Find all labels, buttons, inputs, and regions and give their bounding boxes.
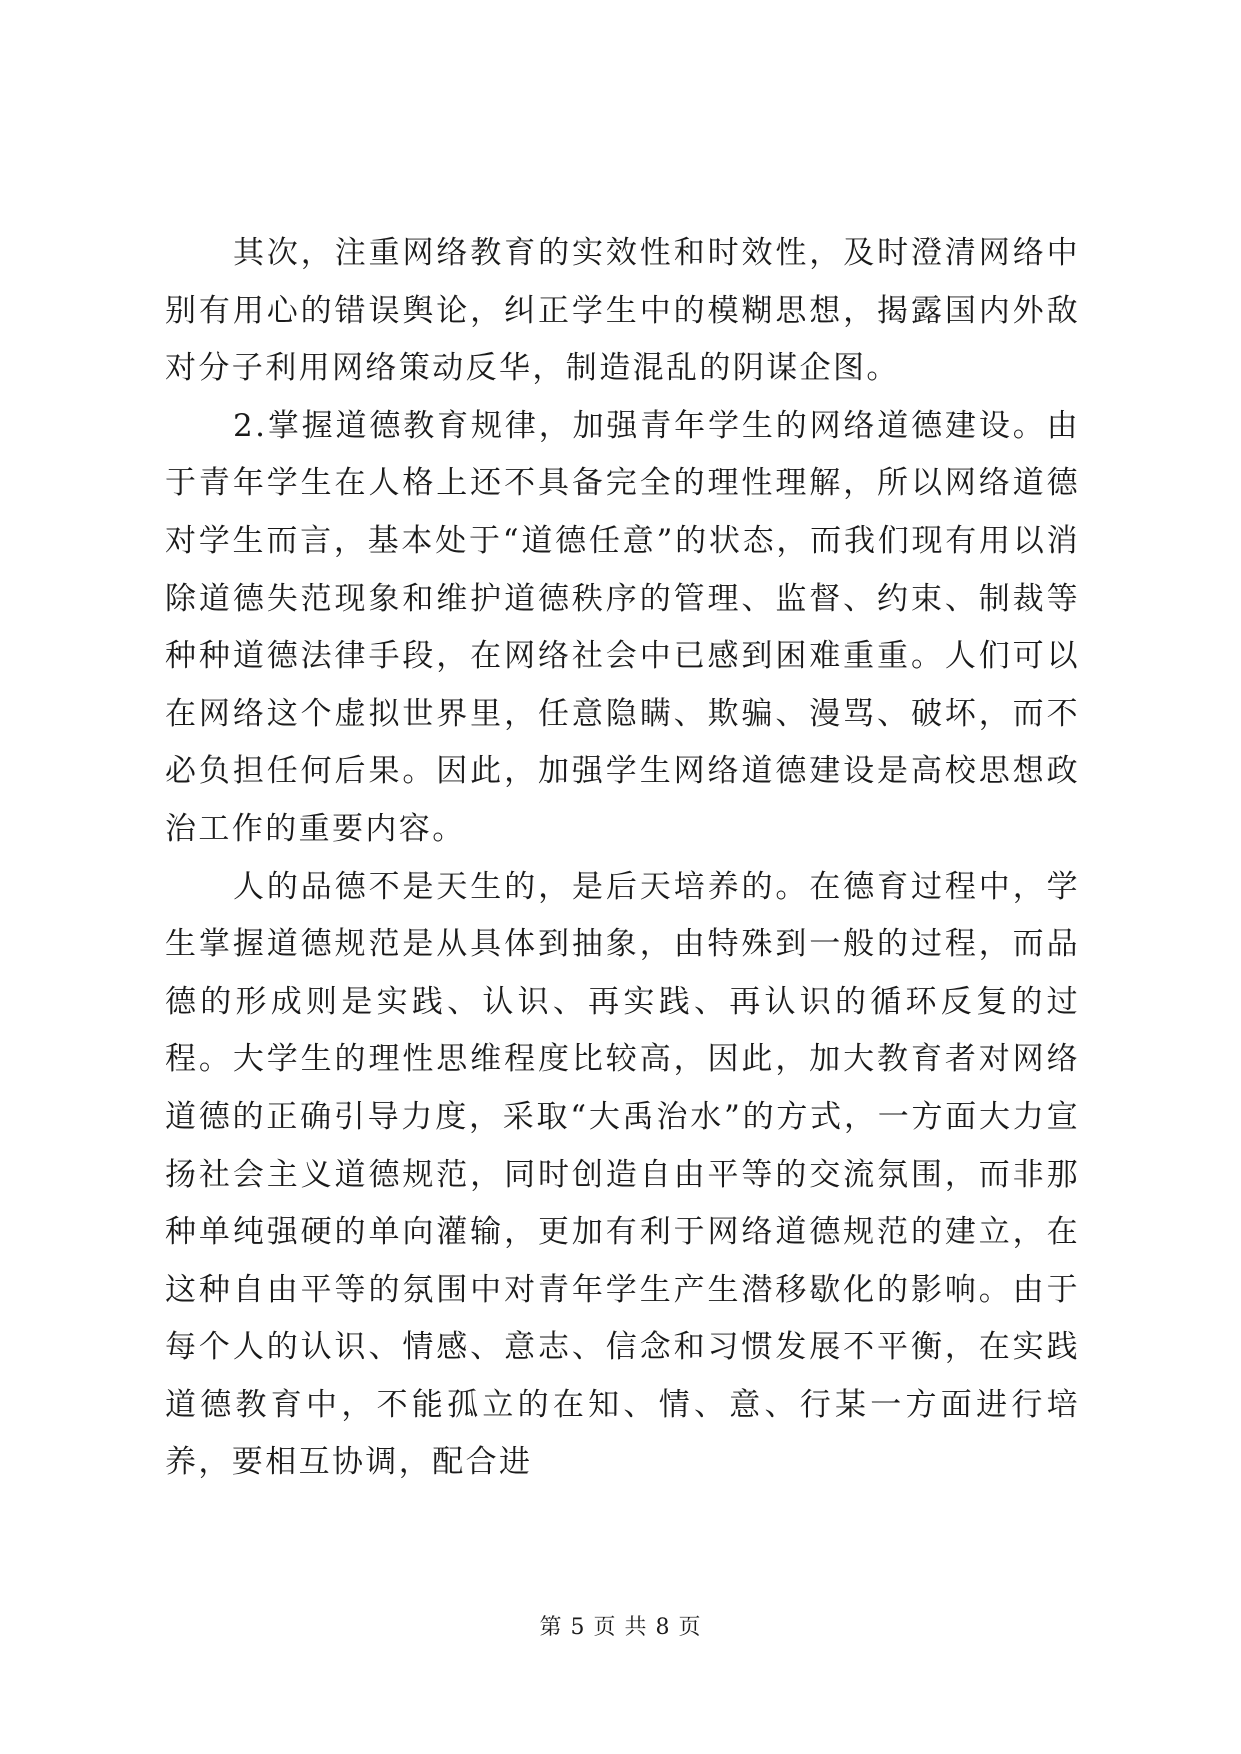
- paragraph-3: 人的品德不是天生的，是后天培养的。在德育过程中，学生掌握道德规范是从具体到抽象，由特殊到一般的过程，而品德的形成则是实践、认识、再实践、再认识的循环反复的过程。大学生的理性思维程度比较高，因此，加大教育者对网络道德的正确引导力度，采取“大禹治水”的方式，一方面大力宣扬社会主义道德规范，同时创造自由平等的交流氛围，而非那种单纯强硬的单向灌输，更加有利于网络道德规范的建立，在这种自由平等的氛围中对青年学生产生潜移歇化的影响。由于每个人的认识、情感、意志、信念和习惯发展不平衡，在实践道德教育中，不能孤立的在知、情、意、行某一方面进行培养，要相互协调，配合进: [165, 868, 1080, 1481]
- body-text: [165, 225, 1080, 1492]
- paragraph-1: 其次，注重网络教育的实效性和时效性，及时澄清网络中别有用心的错误舆论，纠正学生中的模糊思想，揭露国内外敌对分子利用网络策动反华，制造混乱的阴谋企图。: [165, 235, 1080, 387]
- paragraph-2: 2.掌握道德教育规律，加强青年学生的网络道德建设。由于青年学生在人格上还不具备完全的理性理解，所以网络道德对学生而言，基本处于“道德任意”的状态，而我们现有用以消除道德失范现象和维护道德秩序的管理、监督、约束、制裁等种种道德法律手段，在网络社会中已感到困难重重。人们可以在网络这个虚拟世界里，任意隐瞒、欺骗、漫骂、破坏，而不必负担任何后果。因此，加强学生网络道德建设是高校思想政治工作的重要内容。: [165, 407, 1080, 847]
- page-number-footer: 第 5 页 共 8 页: [539, 1615, 702, 1640]
